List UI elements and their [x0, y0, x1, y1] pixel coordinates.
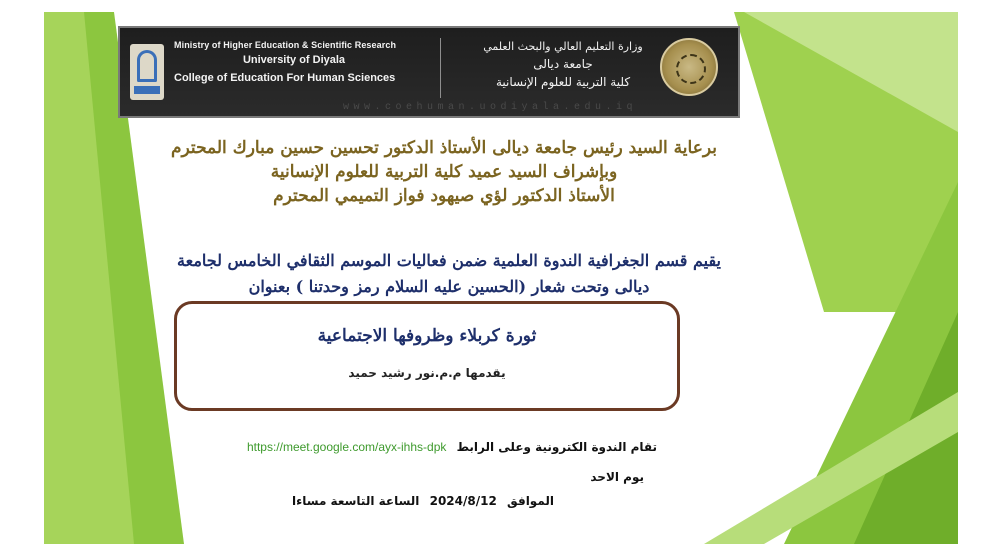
ministry-en: Ministry of Higher Education & Scientific Research: [174, 40, 397, 50]
presenter-name: يقدمها م.م.نور رشيد حميد: [348, 366, 506, 380]
patronage-line-2: وبإشراف السيد عميد كلية التربية للعلوم الإنسانية: [270, 162, 618, 182]
header-divider: [440, 38, 441, 98]
website-url: www.coehuman.uodiyala.edu.iq: [342, 102, 638, 113]
intro-line-2: ديالى وتحت شعار (الحسين عليه السلام رمز وحدتنا ) بعنوان: [248, 277, 650, 296]
patronage-block: [104, 136, 784, 208]
intro-block: [84, 248, 814, 300]
talk-title-frame: [174, 301, 680, 411]
header-banner: [118, 26, 740, 118]
university-ar: جامعة ديالى: [533, 57, 593, 71]
english-heading: [174, 40, 454, 84]
college-seal-icon: [660, 38, 718, 96]
arabic-heading: [472, 40, 654, 89]
college-ar: كلية التربية للعلوم الإنسانية: [495, 75, 631, 89]
event-date: 2024/8/12: [429, 494, 497, 508]
event-date-row: [244, 494, 554, 508]
university-logo-icon: [130, 44, 164, 100]
intro-line-1: يقيم قسم الجغرافية الندوة العلمية ضمن فعاليات الموسم الثقافي الخامس لجامعة: [177, 251, 721, 270]
date-label: الموافق: [507, 494, 554, 508]
patronage-line-3: الأستاذ الدكتور لؤي صيهود فواز التميمي المحترم: [273, 186, 615, 206]
talk-title: ثورة كربلاء وظروفها الاجتماعية: [317, 326, 537, 346]
meeting-link-row: [212, 440, 692, 454]
event-day: يوم الاحد: [590, 470, 644, 484]
ministry-ar: وزارة التعليم العالي والبحث العلمي: [483, 40, 643, 53]
link-label: تقام الندوة الكترونية وعلى الرابط: [456, 440, 658, 454]
university-en: University of Diyala: [242, 54, 346, 66]
patronage-line-1: برعاية السيد رئيس جامعة ديالى الأستاذ الدكتور تحسين حسين مبارك المحترم: [171, 138, 717, 158]
meeting-url-link[interactable]: https://meet.google.com/ayx-ihhs-dpk: [246, 440, 447, 454]
college-en: College of Education For Human Sciences: [174, 72, 396, 84]
poster-slide: [44, 12, 958, 544]
event-time: الساعة التاسعة مساءا: [291, 494, 420, 508]
